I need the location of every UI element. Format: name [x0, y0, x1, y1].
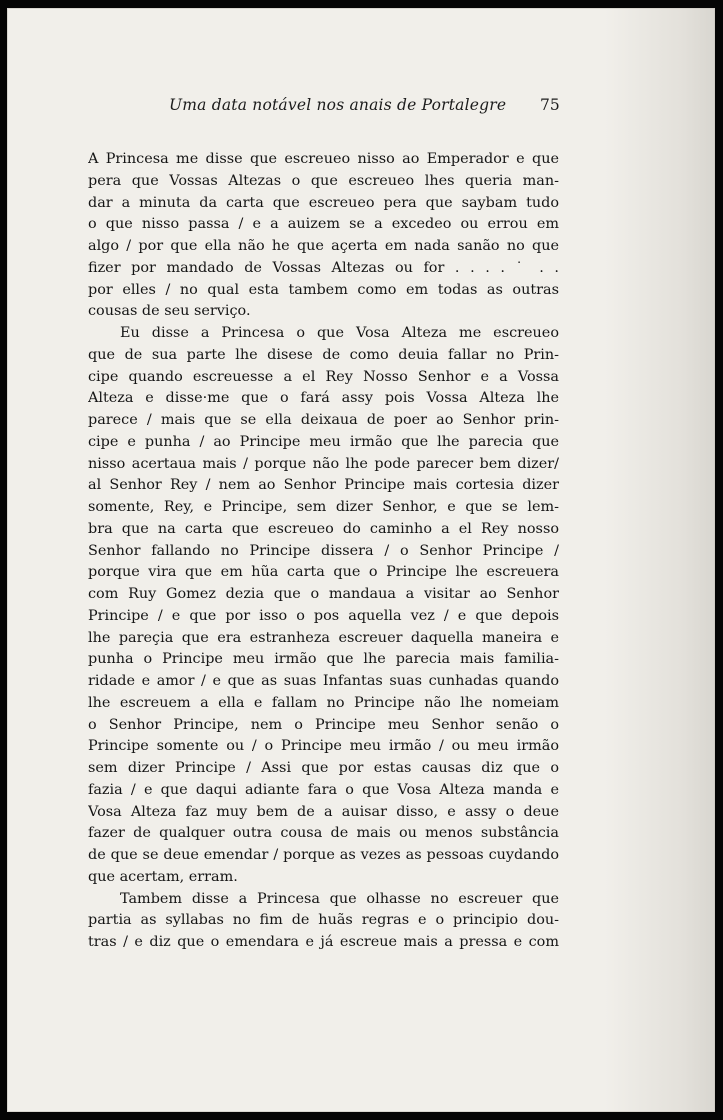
body-text: [88, 149, 559, 954]
text-line: tras / e diz que o emendara e já escreue mais a pressa e com: [88, 934, 559, 950]
paragraph-start-line: Eu disse a Princesa o que Vosa Alteza me escreueo: [120, 325, 559, 341]
text-line: lhe pareçia que era estranheza escreuer daquella maneira e: [88, 629, 559, 646]
text-line: cousas de seu serviço.: [88, 303, 251, 320]
text-line: fazer de qualquer outra cousa de mais ou menos substância: [88, 825, 559, 842]
text-line: nisso acertaua mais / porque não lhe pode parecer bem dizer/: [88, 455, 559, 472]
text-line: que de sua parte lhe disese de como deuia fallar no Prin-: [88, 346, 559, 363]
book-page: [7, 8, 715, 1112]
text-line: Principe / e que por isso o pos aquella vez / e que depois: [88, 607, 559, 624]
text-line: Senhor fallando no Principe dissera / o Senhor Principe /: [88, 542, 559, 559]
running-header: [7, 96, 715, 120]
text-line: cipe e punha / ao Principe meu irmão que lhe parecia que: [88, 433, 559, 450]
page-number: 75: [540, 96, 560, 114]
text-line: Alteza e disse·me que o fará assy pois Vossa Alteza lhe: [88, 390, 559, 407]
text-line: o Senhor Principe, nem o Principe meu Senhor senão o: [88, 716, 559, 733]
running-title: Uma data notável nos anais de Portalegre: [169, 96, 507, 114]
text-line: lhe escreuem a ella e fallam no Principe não lhe nomeiam: [88, 694, 559, 711]
text-line: cipe quando escreuesse a el Rey Nosso Senhor e a Vossa: [88, 368, 559, 385]
text-line: fizer por mandado de Vossas Altezas ou for . . . . ˙ . .: [88, 259, 559, 276]
page-edge-shadow: [605, 8, 715, 1112]
text-line: A Princesa me disse que escreueo nisso ao Emperador e que: [88, 151, 559, 167]
text-line: al Senhor Rey / nem ao Senhor Principe mais cortesia dizer: [88, 477, 559, 494]
text-line: dar a minuta da carta que escreueo pera que saybam tudo: [88, 194, 559, 211]
text-line: Principe somente ou / o Principe meu irmão / ou meu irmão: [88, 738, 559, 755]
text-line: sem dizer Principe / Assi que por estas causas diz que o: [88, 760, 559, 776]
text-line: algo / por que ella não he que açerta em nada sanão no que: [88, 238, 559, 254]
text-line: de que se deue emendar / porque as vezes as pessoas cuydando: [88, 847, 559, 863]
text-line: parece / mais que se ella deixaua de poer ao Senhor prin-: [88, 412, 559, 428]
text-line: pera que Vossas Altezas o que escreueo lhes queria man-: [88, 172, 559, 189]
text-line: por elles / no qual esta tambem como em todas as outras: [88, 281, 559, 298]
text-line: Vosa Alteza faz muy bem de a auisar disso, e assy o deue: [88, 803, 559, 820]
text-line: somente, Rey, e Principe, sem dizer Senhor, e que se lem-: [88, 499, 559, 515]
text-line: porque vira que em hũa carta que o Principe lhe escreuera: [88, 564, 559, 581]
text-line: punha o Principe meu irmão que lhe parecia mais familia-: [88, 651, 559, 668]
paragraph-start-line: Tambem disse a Princesa que olhasse no escreuer que: [120, 890, 559, 907]
text-line: com Ruy Gomez dezia que o mandaua a visitar ao Senhor: [88, 586, 559, 602]
text-line: partia as syllabas no fim de huãs regras e o principio dou-: [88, 912, 559, 929]
text-line: ridade e amor / e que as suas Infantas suas cunhadas quando: [88, 673, 559, 689]
text-line: fazia / e que daqui adiante fara o que Vosa Alteza manda e: [88, 781, 559, 798]
text-line: que acertam, erram.: [88, 868, 238, 885]
text-line: o que nisso passa / e a auizem se a excedeo ou errou em: [88, 216, 559, 233]
text-line: bra que na carta que escreueo do caminho a el Rey nosso: [88, 520, 559, 537]
